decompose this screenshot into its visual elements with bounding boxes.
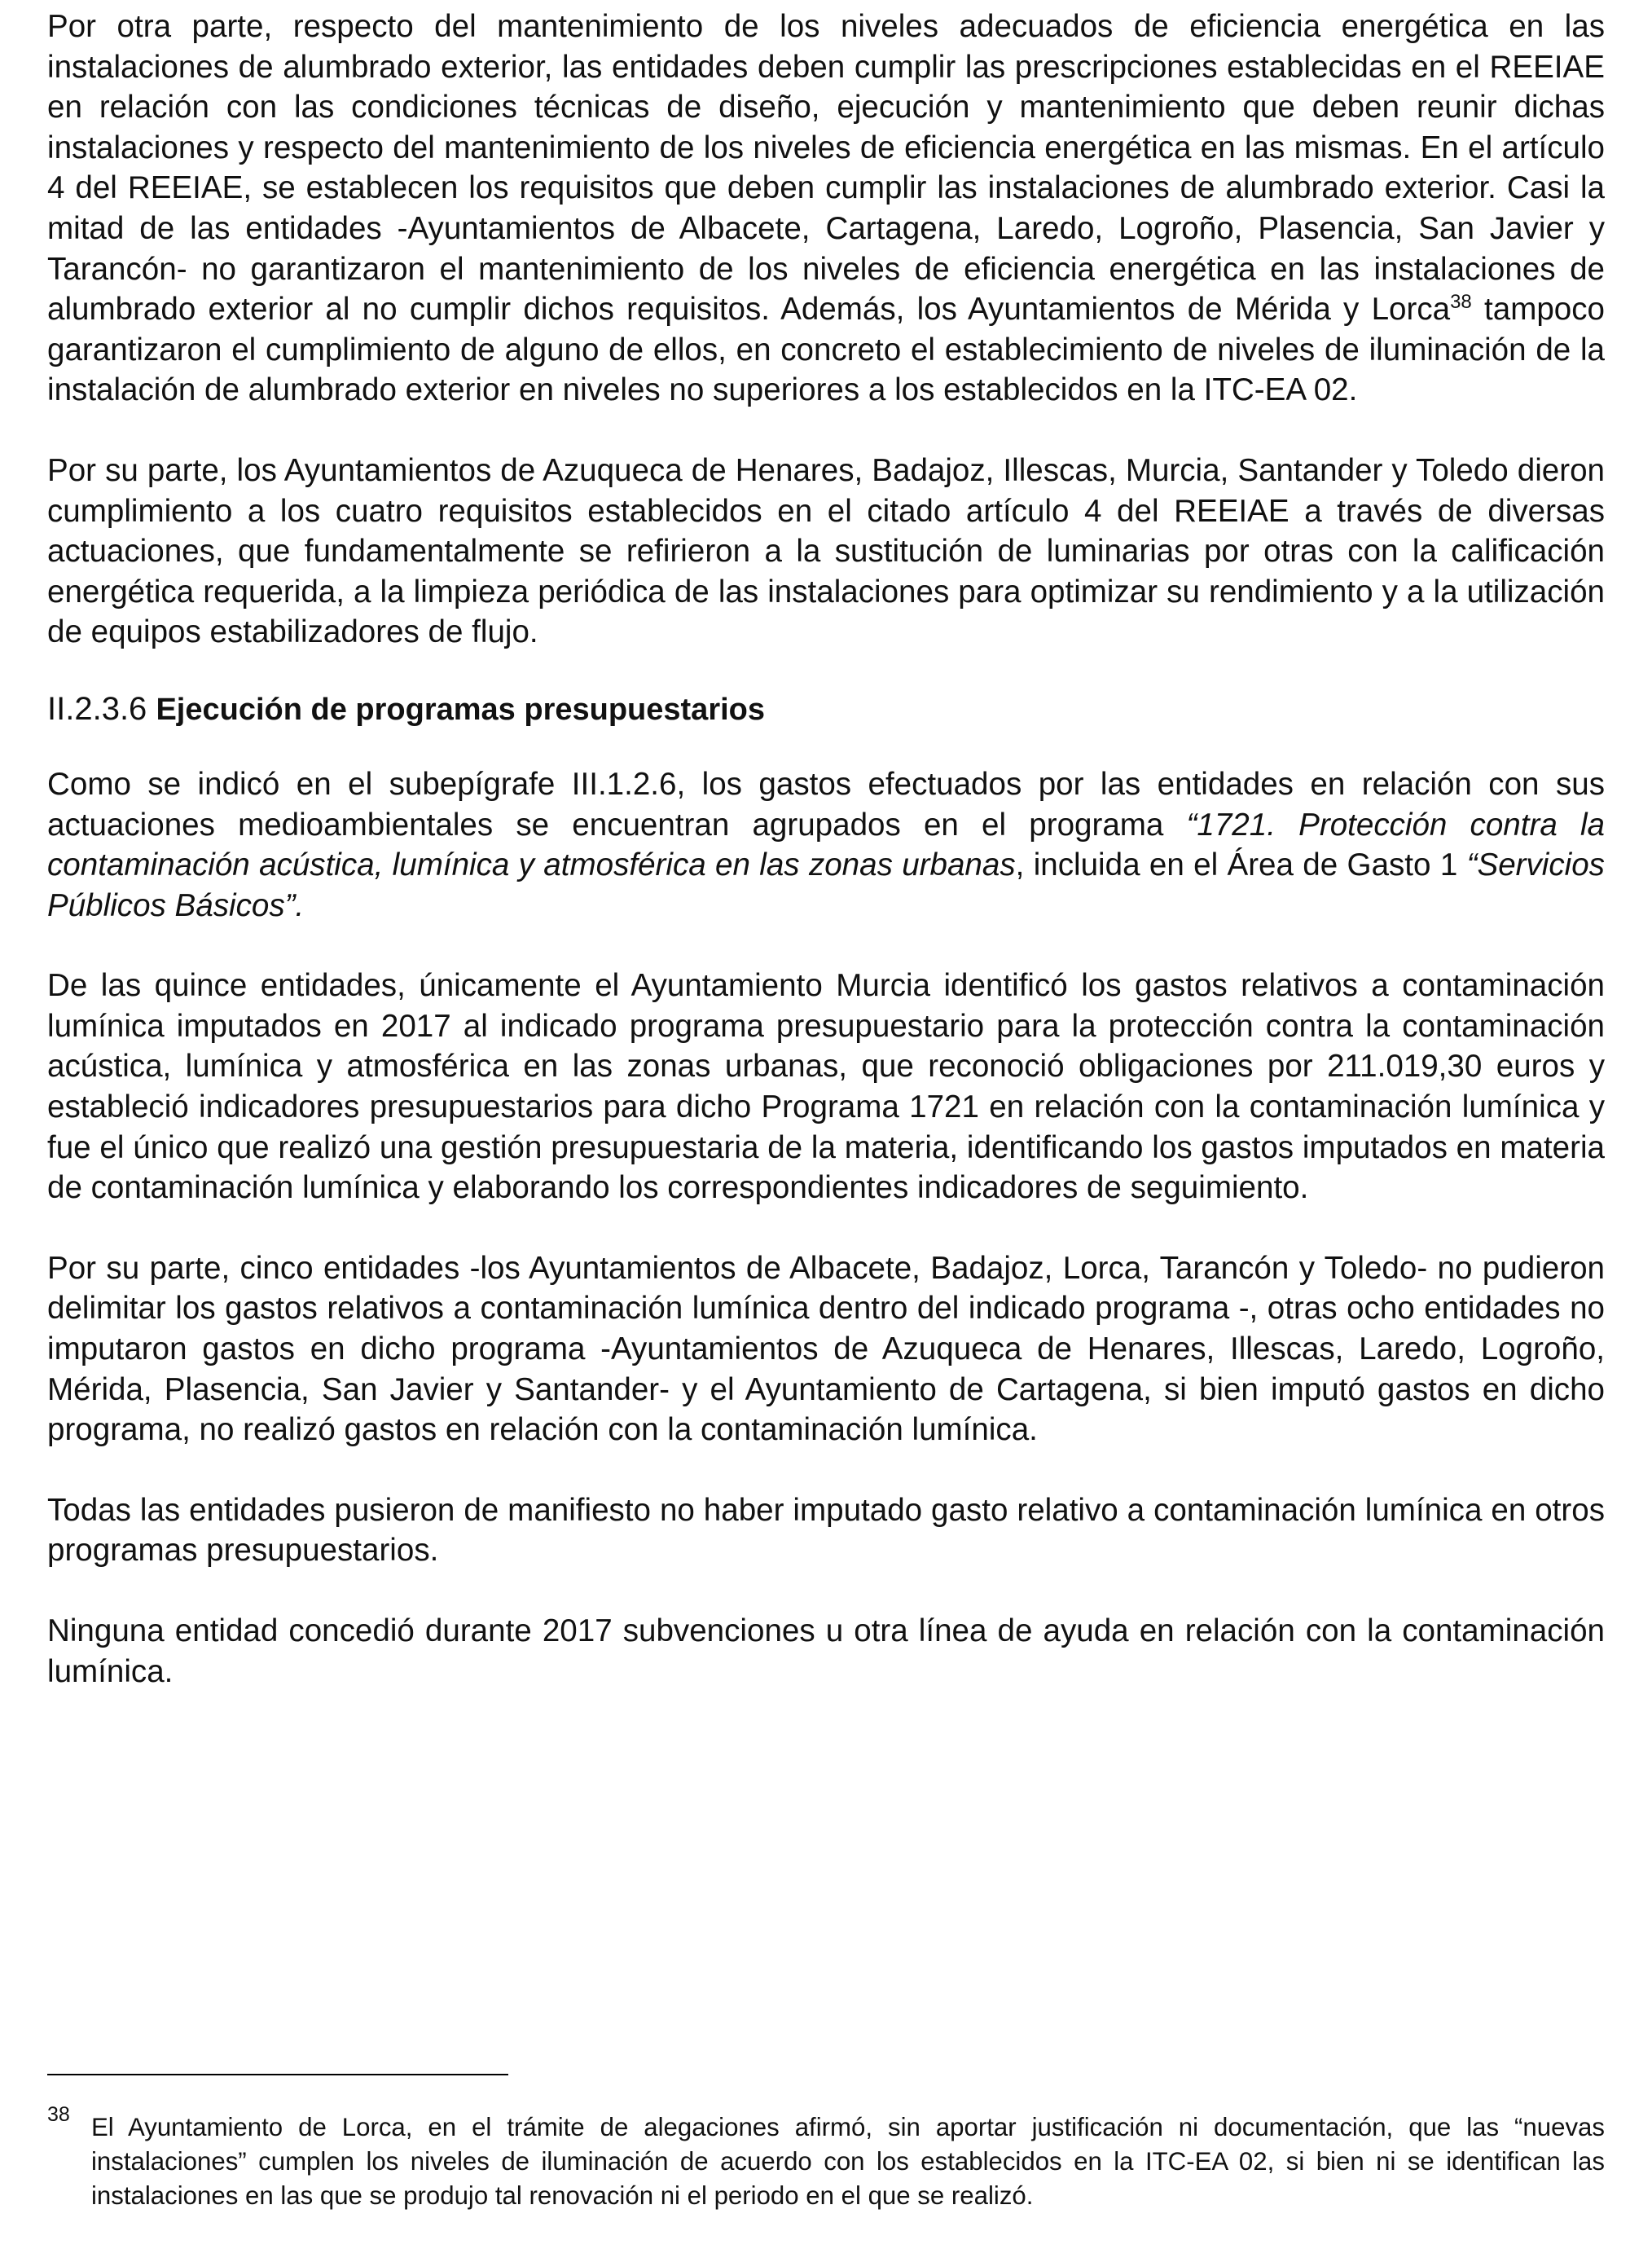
paragraph-text: , incluida en el Área de Gasto 1 bbox=[1015, 847, 1467, 883]
footnote-reference[interactable]: 38 bbox=[1450, 291, 1472, 314]
footnote-separator bbox=[47, 2074, 508, 2075]
section-number: II.2.3.6 bbox=[47, 690, 147, 727]
paragraph-no-subsidies: Ninguna entidad concedió durante 2017 subvenciones u otra línea de ayuda en relación con la contaminación lumínica. bbox=[47, 1613, 1605, 1689]
footnote bbox=[47, 2103, 1605, 2214]
section-heading bbox=[47, 689, 1605, 730]
section-title: Ejecución de programas presupuestarios bbox=[156, 692, 766, 727]
paragraph-text: tampoco garantizaron el cumplimiento de alguno de ellos, en concreto el establecimiento de niveles de iluminación de la instalación de alumbrado exterior en niveles no superiores a los establecidos en la ITC-EA 02. bbox=[47, 292, 1605, 408]
spending-area-name: “Servicios Públicos Básicos”. bbox=[47, 847, 1605, 923]
paragraph-budget-program bbox=[47, 764, 1605, 926]
paragraph-compliance: Por su parte, los Ayuntamientos de Azuqueca de Henares, Badajoz, Illescas, Murcia, Santander y Toledo dieron cumplimiento a los cuatro requisitos establecidos en el citado artículo 4 del REEIAE a través de diversas actuaciones, que fundamentalmente se refirieron a la sustitución de luminarias por otras con la calificación energética requerida, a la limpieza periódica de las instalaciones para optimizar su rendimiento y a la utilización de equipos estabilizadores de flujo. bbox=[47, 452, 1605, 650]
paragraph-text: Por otra parte, respecto del mantenimiento de los niveles adecuados de eficiencia energética en las instalaciones de alumbrado exterior, las entidades deben cumplir las prescripciones establecidas en el REEIAE en relación con las condiciones técnicas de diseño, ejecución y mantenimiento que deben reunir dichas instalaciones y respecto del mantenimiento de los niveles de eficiencia energética en las mismas. En el artículo 4 del REEIAE, se establecen los requisitos que deben cumplir las instalaciones de alumbrado exterior. Casi la mitad de las entidades -Ayuntamientos de Albacete, Cartagena, Laredo, Logroño, Plasencia, San Javier y Tarancón- no garantizaron el mantenimiento de los niveles de eficiencia energética en las instalaciones de alumbrado exterior al no cumplir dichos requisitos. Además, los Ayuntamientos de Mérida y Lorca bbox=[47, 9, 1605, 328]
paragraph-no-imputation: Todas las entidades pusieron de manifiesto no haber imputado gasto relativo a contaminación lumínica en otros programas presupuestarios. bbox=[47, 1492, 1605, 1569]
footnote-text: El Ayuntamiento de Lorca, en el trámite de alegaciones afirmó, sin aportar justificación ni documentación, que las “nuevas instalaciones” cumplen los niveles de iluminación de acuerdo con los establecidos en la ITC-EA 02, si bien ni se identifican las instalaciones en las que se produjo tal renovación ni el periodo en el que se realizó. bbox=[91, 2113, 1605, 2211]
paragraph-text: Como se indicó en el subepígrafe III.1.2.6, los gastos efectuados por las entidades en relación con sus actuaciones medioambientales se encuentran agrupados en el programa bbox=[47, 766, 1605, 843]
program-name: “1721. Protección contra la contaminación acústica, lumínica y atmosférica en las zonas urbanas bbox=[47, 807, 1605, 883]
paragraph-other-entities: Por su parte, cinco entidades -los Ayuntamientos de Albacete, Badajoz, Lorca, Tarancón y Toledo- no pudieron delimitar los gastos relativos a contaminación lumínica dentro del indicado programa -, otras ocho entidades no imputaron gastos en dicho programa -Ayuntamientos de Azuqueca de Henares, Illescas, Laredo, Logroño, Mérida, Plasencia, San Javier y Santander- y el Ayuntamiento de Cartagena, si bien imputó gastos en dicho programa, no realizó gastos en relación con la contaminación lumínica. bbox=[47, 1250, 1605, 1448]
paragraph-murcia: De las quince entidades, únicamente el Ayuntamiento Murcia identificó los gastos relativos a contaminación lumínica imputados en 2017 al indicado programa presupuestario para la protección contra la contaminación acústica, lumínica y atmosférica en las zonas urbanas, que reconoció obligaciones por 211.019,30 euros y estableció indicadores presupuestarios para dicho Programa 1721 en relación con la contaminación lumínica y fue el único que realizó una gestión presupuestaria de la materia, identificando los gastos imputados en materia de contaminación lumínica y elaborando los correspondientes indicadores de seguimiento. bbox=[47, 968, 1605, 1206]
document-page bbox=[47, 7, 1605, 1692]
footnote-number: 38 bbox=[47, 2103, 70, 2126]
paragraph-lighting-maintenance bbox=[47, 7, 1605, 411]
